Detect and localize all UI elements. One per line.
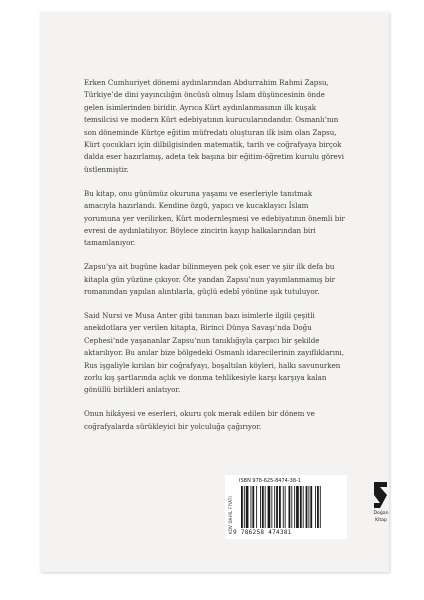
price-label-box [227,480,234,534]
book-back-cover [40,12,389,572]
blurb-paragraph-5: Onun hikâyesi ve eserleri, okuru çok merak edilen bir dönem ve coğrafyalarda sürükleyici bir yolculuğa çağırıyor. [84,409,315,431]
publisher-emblem-icon [371,481,391,509]
back-cover-blurb [84,77,346,445]
publisher-name-line-1: Doğan [373,511,389,516]
blurb-paragraph-2: Bu kitap, onu günümüz okuruna yaşamı ve eserleriyle tanıtmak amacıyla hazırlandı. Kendine özgü, yapıcı ve kucaklayıcı İslam yorumuna yer verilirken, Kürt modernleşmesi ve edebiyatının önemli bir evresi de aydınlatılıyor. Böylece zincirin kayıp halkalarından biri tamamlanıyor. [84,188,345,248]
isbn-number: ISBN 978-625-8474-38-1 [239,478,301,484]
isbn-barcode-block [225,475,347,539]
publisher-name-line-2: Kitap [375,518,387,524]
blurb-paragraph-1: Erken Cumhuriyet dönemi aydınlarından Abdurrahim Rahmi Zapsu, Türkiye’de dini yayıncılığın öncüsü olmuş İslam düşüncesinin önde gelen isimlerinden biridir. Ayrıca Kürt aydınlanmasının ilk kuşak temsilcisi ve modern Kürt edebiyatının kurucularındandır. Osmanlı’nın son döneminde Kürtçe eğitim müfredatı oluşturan ilk isim olan Zapsu, Kürt çocukları için dilbilgisinden matematik, tarih ve coğrafyaya birçok dalda eser hazırlamış, adeta tek başına bir eğitim-öğretim kurulu görevi üstlenmiştir. [84,78,345,174]
barcode-digits: 9 786258 474381 [233,529,292,536]
price-label: KDV DAHİL FİYATI [228,496,233,534]
blurb-paragraph-3: Zapsu’ya ait bugüne kadar bilinmeyen pek çok eser ve şiir ilk defa bu kitapla gün yüzüne çıkıyor. Öte yandan Zapsu’nun yayımlanmamış bir romanından yapılan alıntılarla, güçlü edebî yönüne ışık tutuluyor. [84,262,335,297]
barcode-icon [239,486,343,528]
publisher-logo [367,481,395,531]
blurb-paragraph-4: Said Nursi ve Musa Anter gibi tanınan bazı isimlerle ilgili çeşitli anekdotlara yer verilen kitapta, Birinci Dünya Savaşı’nda Doğu Cephesi’nde yaşananlar Zapsu’nun tanıklığıyla çarpıcı bir şekilde aktarılıyor. Bu anılar bize bölgedeki Osmanlı idarecilerinin zayıflıklarını, Rus işgaliyle kırılan bir coğrafyayı, boşaltılan köyleri, halkı savunurken zorlu kış şartlarında açlık ve donma tehlikesiyle karşı karşıya kalan gönüllü birlikleri anlatıyor. [84,311,345,395]
